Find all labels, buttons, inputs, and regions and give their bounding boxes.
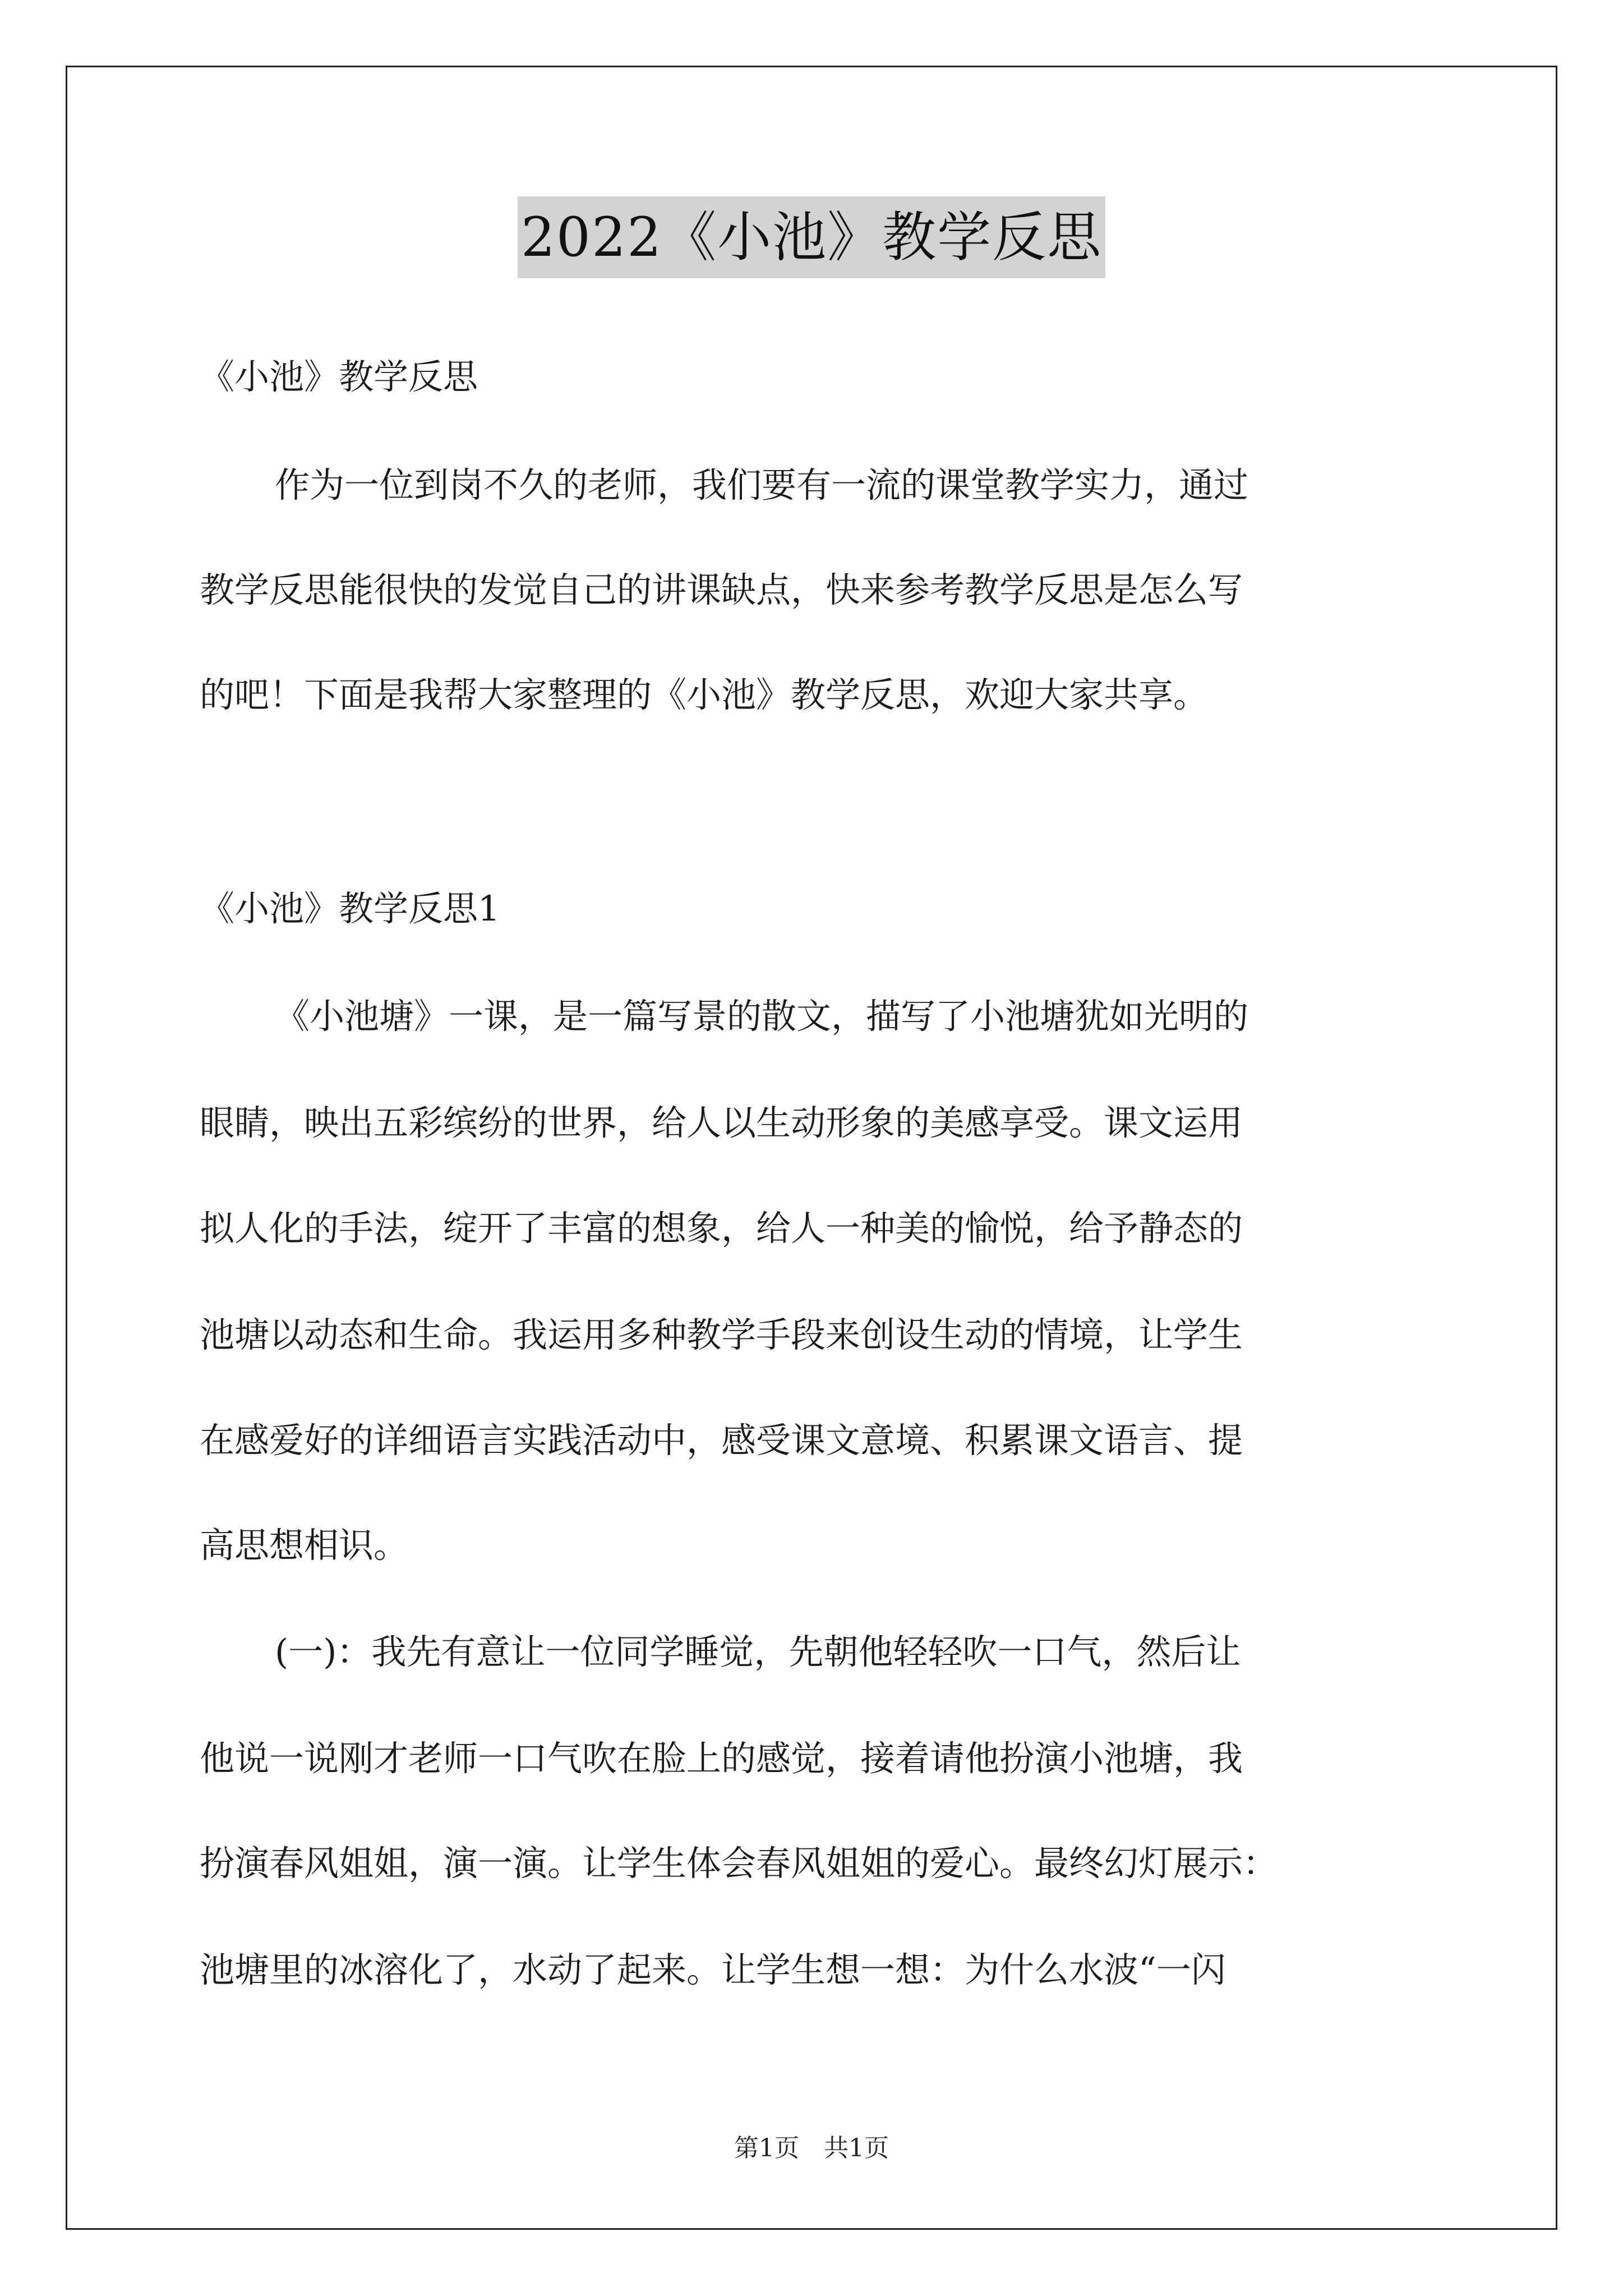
section-heading: 《小池》教学反思1 xyxy=(200,888,500,929)
document-title: 2022《小池》教学反思 xyxy=(518,196,1105,278)
page-number: 第1页 xyxy=(734,2134,799,2162)
intro-line: 作为一位到岗不久的老师，我们要有一流的课堂教学实力，通过 xyxy=(275,464,1249,505)
paragraph1-line: 高思想相识。 xyxy=(200,1525,409,1566)
paragraph1-line: 眼睛，映出五彩缤纷的世界，给人以生动形象的美感享受。课文运用 xyxy=(200,1102,1243,1143)
subtitle-heading: 《小池》教学反思 xyxy=(200,356,478,397)
paragraph2-line: 扮演春风姐姐，演一演。让学生体会春风姐姐的爱心。最终幻灯展示： xyxy=(200,1843,1278,1884)
intro-line: 的吧！下面是我帮大家整理的《小池》教学反思，欢迎大家共享。 xyxy=(200,674,1209,715)
paragraph2-line: 池塘里的冰溶化了，水动了起来。让学生想一想：为什么水波“一闪 xyxy=(200,1949,1226,1990)
page-footer xyxy=(0,2132,1623,2165)
paragraph2-line: (一)：我先有意让一位同学睡觉，先朝他轻轻吹一口气，然后让 xyxy=(275,1631,1241,1672)
page-total: 共1页 xyxy=(824,2134,889,2162)
paragraph1-line: 拟人化的手法，绽开了丰富的想象，给人一种美的愉悦，给予静态的 xyxy=(200,1208,1243,1249)
paragraph1-line: 在感爱好的详细语言实践活动中，感受课文意境、积累课文语言、提 xyxy=(200,1420,1243,1461)
intro-line: 教学反思能很快的发觉自己的讲课缺点，快来参考教学反思是怎么写 xyxy=(200,569,1243,610)
title-wrap xyxy=(0,196,1623,278)
paragraph1-line: 池塘以动态和生命。我运用多种教学手段来创设生动的情境，让学生 xyxy=(200,1314,1243,1355)
paragraph1-line: 《小池塘》一课，是一篇写景的散文，描写了小池塘犹如光明的 xyxy=(275,996,1249,1037)
paragraph2-line: 他说一说刚才老师一口气吹在脸上的感觉，接着请他扮演小池塘，我 xyxy=(200,1738,1243,1779)
